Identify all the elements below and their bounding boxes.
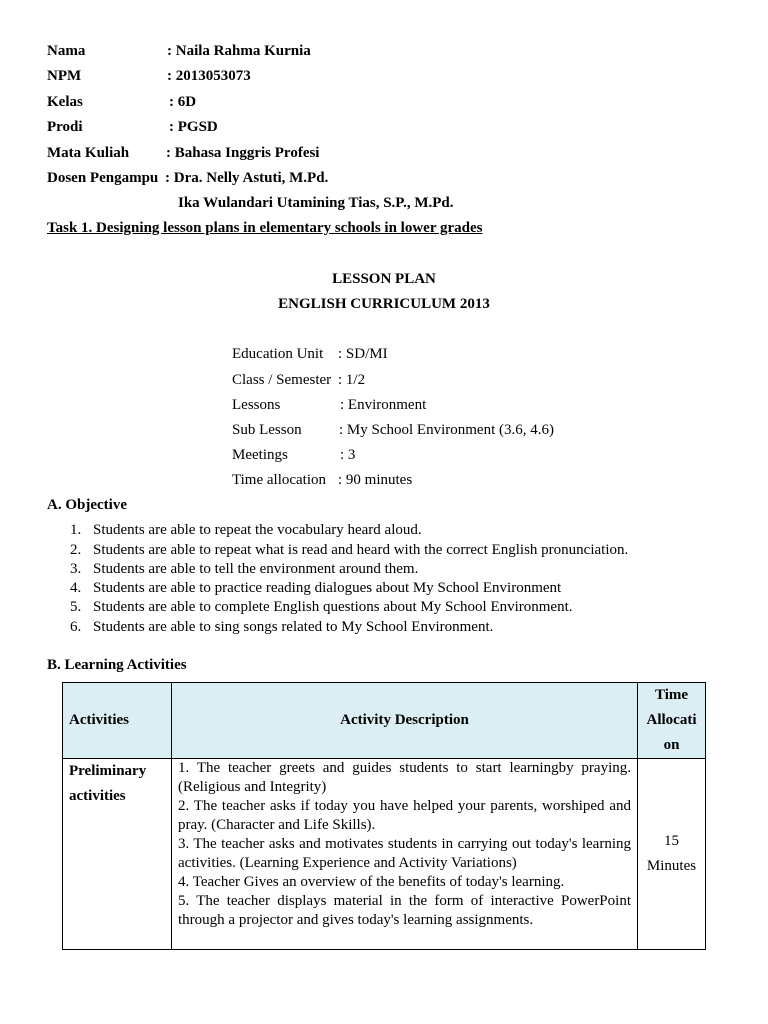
identity-value: : Naila Rahma Kurnia [167, 43, 311, 59]
activities-heading: B. Learning Activities [47, 657, 187, 673]
info-value: : Environment [340, 397, 427, 413]
task-title: Task 1. Designing lesson plans in elementary schools in lower grades [47, 220, 483, 236]
description-step: 2. The teacher asks if today you have helped your parents, worshiped and pray. (Character and Life Skills). [178, 798, 631, 833]
info-value: : 1/2 [338, 372, 366, 388]
header-time-line: Time [654, 687, 689, 703]
identity-label: Mata Kuliah [47, 145, 130, 161]
objective-text: Students are able to repeat what is read and heard with the correct English pronunciation. [93, 542, 629, 558]
header-time-allocation [638, 683, 706, 759]
description-step: 3. The teacher asks and motivates students in carrying out today's learning activities. (Learning Experience and Activity Variations) [178, 836, 631, 871]
info-label: Meetings [232, 447, 288, 463]
header-activities: Activities [63, 683, 172, 759]
description-step: 1. The teacher greets and guides students to start learningby praying. (Religious and Integrity) [178, 760, 631, 795]
info-value: : 90 minutes [338, 472, 413, 488]
activity-name-cell [63, 759, 172, 950]
info-label: Education Unit [232, 346, 324, 362]
description-step: 5. The teacher displays material in the form of interactive PowerPoint through a projector and gives today's learning assignments. [178, 893, 631, 928]
info-label: Time allocation [232, 472, 327, 488]
identity-value: : 2013053073 [167, 68, 251, 84]
second-lecturer: Ika Wulandari Utamining Tias, S.P., M.Pd. [178, 195, 454, 211]
objective-number: 6. [70, 619, 82, 635]
objective-text: Students are able to tell the environment around them. [93, 561, 419, 577]
identity-label: NPM [47, 68, 82, 84]
info-value: : 3 [340, 447, 356, 463]
objective-heading: A. Objective [47, 497, 127, 513]
lesson-plan-title: LESSON PLAN [332, 271, 436, 287]
identity-value: : PGSD [169, 119, 218, 135]
objective-number: 4. [70, 580, 82, 596]
identity-label: Prodi [47, 119, 83, 135]
objective-number: 3. [70, 561, 82, 577]
activity-description-cell [172, 759, 638, 950]
time-allocation-cell [638, 759, 706, 950]
activity-name-line: activities [69, 788, 126, 804]
table-row [63, 759, 706, 950]
learning-activities-table [62, 682, 706, 950]
table-header-row [63, 683, 706, 759]
time-line: Minutes [646, 858, 697, 874]
time-line: 15 [664, 833, 679, 849]
objective-number: 5. [70, 599, 82, 615]
activity-name-line: Preliminary [69, 763, 147, 779]
header-time-line: on [663, 737, 680, 753]
objective-text: Students are able to complete English questions about My School Environment. [93, 599, 573, 615]
objective-text: Students are able to sing songs related to My School Environment. [93, 619, 494, 635]
description-step: 4. Teacher Gives an overview of the benefits of today's learning. [178, 874, 565, 890]
header-description: Activity Description [172, 683, 638, 759]
identity-value: : 6D [169, 94, 197, 110]
lesson-plan-subtitle: ENGLISH CURRICULUM 2013 [278, 296, 490, 312]
identity-value: : Bahasa Inggris Profesi [166, 145, 320, 161]
info-label: Sub Lesson [232, 422, 302, 438]
info-value: : My School Environment (3.6, 4.6) [339, 422, 554, 438]
objective-number: 2. [70, 542, 82, 558]
objective-number: 1. [70, 522, 82, 538]
identity-label: Nama [47, 43, 86, 59]
identity-label: Dosen Pengampu [47, 170, 159, 186]
identity-label: Kelas [47, 94, 83, 110]
objective-text: Students are able to practice reading dialogues about My School Environment [93, 580, 562, 596]
header-time-line: Allocati [646, 712, 697, 728]
objective-text: Students are able to repeat the vocabulary heard aloud. [93, 522, 422, 538]
info-value: : SD/MI [338, 346, 388, 362]
info-label: Class / Semester [232, 372, 332, 388]
info-label: Lessons [232, 397, 281, 413]
identity-value: : Dra. Nelly Astuti, M.Pd. [165, 170, 329, 186]
